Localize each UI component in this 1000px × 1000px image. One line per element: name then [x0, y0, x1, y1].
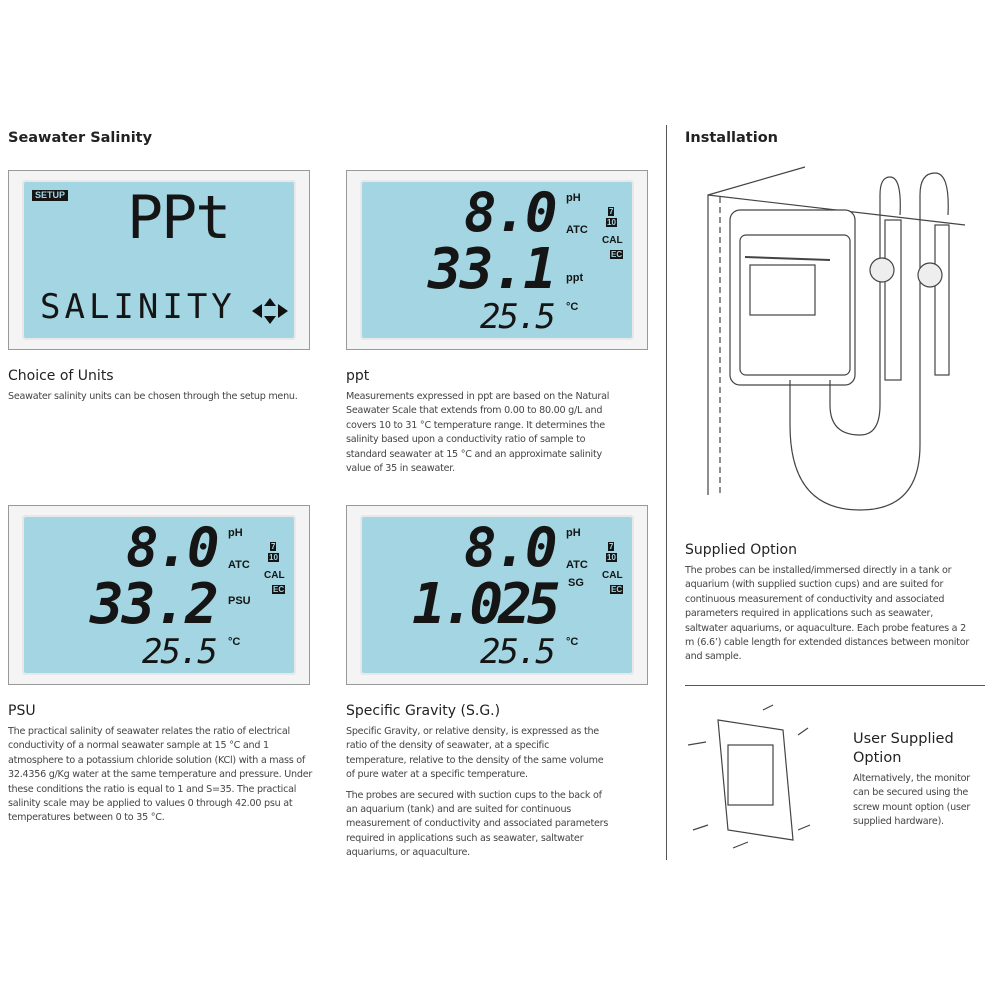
section-heading: Choice of Units: [8, 368, 114, 384]
section-text: The probes are secured with suction cups to the back of an aquarium (tank) and are suited for continuous measurement of conductivity and associated parameters required in applications such as seawater, saltwater aquariums, or aquaculture.: [346, 789, 609, 859]
lcd-atc-label: ATC: [566, 224, 588, 236]
section-heading: Supplied Option: [685, 542, 797, 558]
lcd-badge-10: 10: [607, 218, 616, 227]
section-heading: User Supplied Option: [853, 731, 954, 766]
section-psu: [8, 703, 318, 826]
lcd-salinity-value: 33.1: [428, 237, 555, 302]
lcd-ph-value: 8.0: [126, 516, 218, 579]
section-choice-of-units: [8, 368, 328, 404]
lcd-cal-label: CAL: [602, 570, 623, 581]
section-text: Seawater salinity units can be chosen through the setup menu.: [8, 391, 298, 402]
lcd-badge-7: 7: [609, 207, 614, 216]
lcd-ec-badge: EC: [611, 585, 623, 594]
lcd-salinity-value: 33.2: [90, 572, 217, 637]
lcd-main-text: PPt: [127, 183, 230, 253]
lcd-ec-badge: EC: [273, 585, 285, 594]
lcd-temp-unit: °C: [566, 636, 579, 648]
lcd-ph-unit: pH: [566, 192, 581, 204]
lcd-display-psu: [8, 505, 310, 685]
lcd-sg-value: 1.025: [412, 572, 556, 637]
lcd-cal-label: CAL: [264, 570, 285, 581]
section-specific-gravity: [346, 703, 611, 861]
lcd-sg-unit: SG: [568, 577, 584, 589]
lcd-display-sg: [346, 505, 648, 685]
lcd-badge-10: 10: [607, 553, 616, 562]
lcd-display-ppt: [346, 170, 648, 350]
section-supplied-option: [685, 542, 970, 665]
section-text: The probes can be installed/immersed directly in a tank or aquarium (with supplied suction cups) and are suited for continuous measurement of conductivity and associated parameters required in applications such as seawater, saltwater aquariums, or aquaculture. Each probe features a 2 m (6.6’) cable length for extended distances between monitor and sample.: [685, 565, 970, 663]
lcd-salinity-unit: ppt: [566, 272, 584, 284]
column-divider: [666, 125, 667, 860]
lcd-sub-text: SALINITY: [40, 287, 236, 327]
setup-badge: SETUP: [32, 190, 68, 201]
lcd-temp-unit: °C: [228, 636, 241, 648]
lcd-ph-unit: pH: [228, 527, 243, 539]
lcd-badge-7: 7: [609, 542, 614, 551]
lcd-atc-label: ATC: [566, 559, 588, 571]
section-heading: PSU: [8, 703, 36, 719]
lcd-display-setup: [8, 170, 310, 350]
screw-mount-illustration: [688, 700, 813, 860]
lcd-ec-badge: EC: [611, 250, 623, 259]
lcd-temp-unit: °C: [566, 301, 579, 313]
section-text: Measurements expressed in ppt are based on the Natural Seawater Scale that extends from 0.00 to 80.00 g/L and covers 10 to 31 °C temperature range. It determines the salinity based upon a conductivity ratio of sample to standard seawater at 15 °C and an approximate salinity value of 35 in seawater.: [346, 391, 610, 475]
lcd-cal-label: CAL: [602, 235, 623, 246]
lcd-badge-7: 7: [271, 542, 276, 551]
section-heading: Specific Gravity (S.G.): [346, 703, 501, 719]
lcd-temp-value: 25.5: [480, 297, 554, 337]
section-heading: ppt: [346, 368, 370, 384]
lcd-atc-label: ATC: [228, 559, 250, 571]
lcd-ph-value: 8.0: [464, 516, 556, 579]
lcd-temp-value: 25.5: [142, 632, 216, 672]
lcd-badge-10: 10: [269, 553, 278, 562]
lcd-ph-value: 8.0: [464, 181, 556, 244]
tank-installation-illustration: [690, 165, 980, 520]
section-divider: [685, 685, 985, 686]
section-title-seawater-salinity: Seawater Salinity: [8, 130, 153, 146]
section-ppt: [346, 368, 621, 476]
lcd-temp-value: 25.5: [480, 632, 554, 672]
section-text: The practical salinity of seawater relates the ratio of electrical conductivity of a normal seawater sample at 15 °C and 1 atmosphere to a potassium chloride solution (KCl) with a mass of 32.4356 g/Kg water at the same temperature and pressure. Under these conditions the ratio is equal to 1 and S=35. The practical salinity scale may be applied to values 0 through 42.00 psu at temperatures between 0 to 35 °C.: [8, 726, 313, 824]
section-text: Alternatively, the monitor can be secured using the screw mount option (user supplied hardware).: [853, 773, 971, 828]
section-user-supplied-option: [853, 730, 988, 830]
lcd-salinity-unit: PSU: [228, 595, 251, 607]
section-title-installation: Installation: [685, 130, 778, 146]
four-way-arrows-icon: [252, 298, 288, 324]
lcd-ph-unit: pH: [566, 527, 581, 539]
section-text: Specific Gravity, or relative density, is expressed as the ratio of the density of seawater, at a specific temperature, relative to the density of the same volume of pure water at a specific temperature.: [346, 726, 604, 781]
